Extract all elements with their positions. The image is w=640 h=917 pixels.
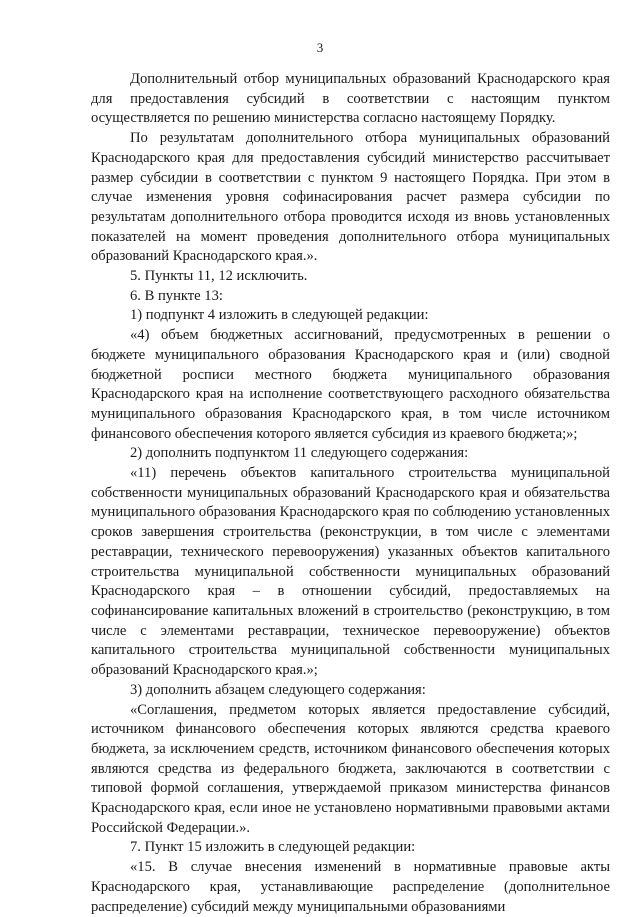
paragraph-subitem-2: 2) дополнить подпунктом 11 следующего содержания: <box>130 445 469 462</box>
paragraph-quote-4: «4) объем бюджетных ассигнований, предусмотренных в решении о бюджете муниципального образования Краснодарского края и (или) сводной бюджетной росписи местного бюджета муниципального образования Краснодарского края на исполнение соответствующего расходного обязательства муниципального образования Краснодарского края, в том числе источником финансового обеспечения которого является субсидия из краевого бюджета;»; <box>91 327 610 442</box>
paragraph-subitem-1: 1) подпункт 4 изложить в следующей редакции: <box>130 307 429 324</box>
paragraph-quote-agreements: «Соглашения, предметом которых является предоставление субсидий, источником финансового обеспечения которых являются средства краевого бюджета, за исключением средств, источником финансового обеспечения которых являются средства из федерального бюджета, заключаются в соответствии с типовой формой соглашения, утверждаемой приказом министерства финансов Краснодарского края, если иное не установлено нормативными правовыми актами Российской Федерации.». <box>91 701 610 836</box>
page-number: 3 <box>316 40 324 55</box>
paragraph-item-5: 5. Пункты 11, 12 исключить. <box>130 268 308 285</box>
paragraph-item-7: 7. Пункт 15 изложить в следующей редакции: <box>130 839 416 856</box>
paragraph-quote-11: «11) перечень объектов капитального строительства муниципальной собственности муниципальных образований Краснодарского края и обязательства муниципального образования Краснодарского края по соблюдению установленных сроков завершения строительства (реконструкции, в том числе с элементами реставрации, технического перевооружения) указанных объектов капитального строительства муниципальной собственности муниципальных образований Краснодарского края – в отношении субсидий, предоставляемых на софинансирование капитальных вложений в строительство (реконструкцию, в том числе с элементами реставрации, техническое перевооружение) объектов капитального строительства муниципальной собственности муниципальных образований Краснодарского края.»; <box>91 465 610 679</box>
paragraph-quote-15: «15. В случае внесения изменений в нормативные правовые акты Краснодарского края, устанавливающие распределение (дополнительное распределение) субсидий между муниципальными образованиями <box>91 859 610 915</box>
paragraph-selection-results: По результатам дополнительного отбора муниципальных образований Краснодарского края для предоставления субсидий министерство рассчитывает размер субсидии в соответствии с пунктом 9 настоящего Порядка. При этом в случае изменения уровня софинасирования расчет размера субсидии по результатам дополнительного отбора проводится исходя из вновь установленных показателей на момент проведения дополнительного отбора муниципальных образований Краснодарского края.». <box>91 130 610 265</box>
paragraph-item-6: 6. В пункте 13: <box>130 287 223 304</box>
document-body <box>91 70 610 917</box>
paragraph-subitem-3: 3) дополнить абзацем следующего содержания: <box>130 681 426 698</box>
paragraph-additional-selection: Дополнительный отбор муниципальных образований Краснодарского края для предоставления субсидий в соответствии с настоящим пунктом осуществляется по решению министерства согласно настоящему Порядку. <box>91 71 610 127</box>
